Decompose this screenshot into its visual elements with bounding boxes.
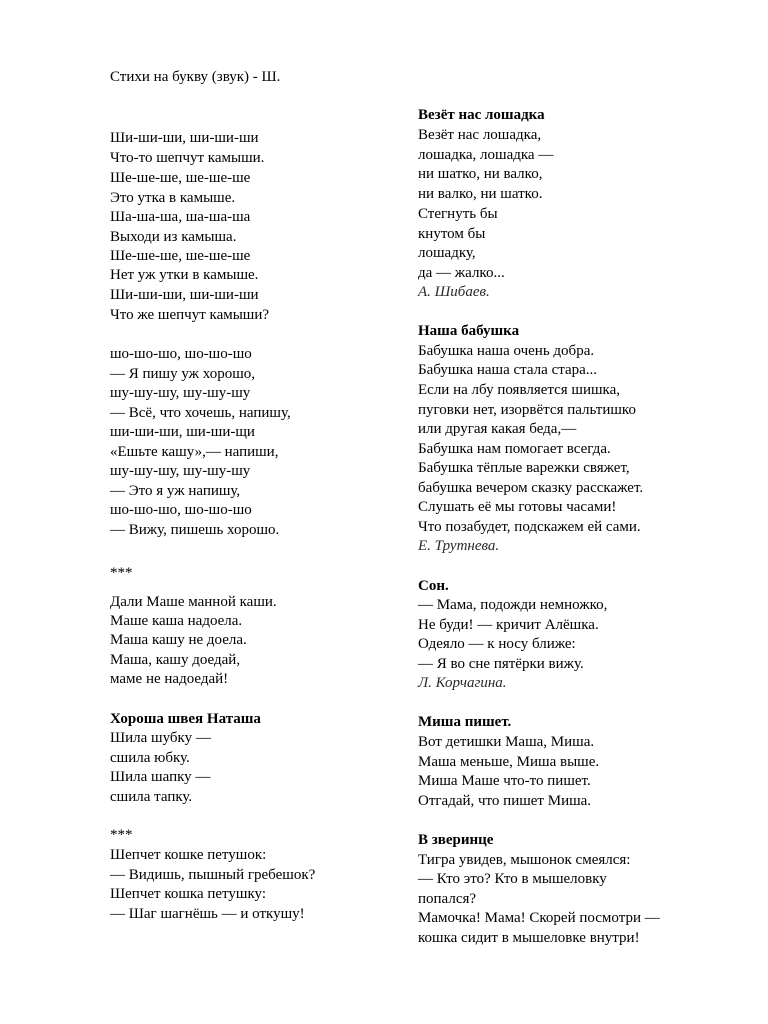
poem-line: сшила тапку. (110, 789, 193, 805)
poem-line: — Всё, что хочешь, напишу, (110, 405, 291, 421)
poem-author: Л. Корчагина. (418, 675, 507, 691)
poem-line: Что позабудет, подскажем ей сами. (418, 519, 641, 535)
poem-line: — Кто это? Кто в мышеловку (418, 871, 607, 887)
poem-line: кнутом бы (418, 226, 486, 242)
poem-line: Нет уж утки в камыше. (110, 267, 259, 283)
poem-line: — Шаг шагнёшь — и откушу! (110, 906, 305, 922)
poem-line: пуговки нет, изорвётся пальтишко (418, 402, 636, 418)
poem-line: Маша меньше, Миша выше. (418, 754, 600, 770)
poem-line: Шепчет кошке петушок: (110, 847, 267, 863)
poem-line: кошка сидит в мышеловке внутри! (418, 930, 640, 946)
poem-line: Везёт нас лошадка, (418, 127, 542, 143)
poem-line: Не буди! — кричит Алёшка. (418, 617, 599, 633)
poem-line: — Видишь, пышный гребешок? (110, 867, 316, 883)
poem-line: Шила шапку — (110, 769, 211, 785)
poem-line: попался? (418, 891, 477, 907)
poem-line: да — жалко... (418, 265, 505, 281)
poem-line: Тигра увидев, мышонок смеялся: (418, 852, 631, 868)
poem-line: Бабушка наша очень добра. (418, 343, 595, 359)
poem-line: лошадка, лошадка — (418, 147, 554, 163)
poem-line: Ши-ши-ши, ши-ши-ши (110, 287, 259, 303)
poem-line: бабушка вечером сказку расскажет. (418, 480, 644, 496)
poem-line: Что же шепчут камыши? (110, 307, 270, 323)
poem-line: Дали Маше манной каши. (110, 594, 277, 610)
poem-line: Шила шубку — (110, 730, 211, 746)
poem-line: шо-шо-шо, шо-шо-шо (110, 346, 252, 362)
poem-title: Миша пишет. (418, 714, 512, 730)
poem-line: Маша, кашу доедай, (110, 652, 241, 668)
poem-line: Ше-ше-ше, ше-ше-ше (110, 170, 251, 186)
poem-title: Сон. (418, 578, 449, 594)
section-separator: *** (110, 827, 133, 843)
poem-line: Бабушка нам помогает всегда. (418, 441, 611, 457)
poem-author: Е. Трутнева. (418, 538, 500, 554)
poem-title: В зверинце (418, 832, 494, 848)
poem-line: лошадку, (418, 245, 476, 261)
poem-line: — Это я уж напишу, (110, 483, 241, 499)
poem-line: — Мама, подожди немножко, (418, 597, 608, 613)
poem-line: Мамочка! Мама! Скорей посмотри — (418, 910, 660, 926)
poem-author: А. Шибаев. (418, 284, 490, 300)
section-separator: *** (110, 565, 133, 581)
poem-line: «Ешьте кашу»,— напиши, (110, 444, 279, 460)
poem-line: Бабушка тёплые варежки свяжет, (418, 460, 630, 476)
poem-title: Хороша швея Наташа (110, 711, 261, 727)
poem-line: Ше-ше-ше, ше-ше-ше (110, 248, 251, 264)
poem-line: Что-то шепчут камыши. (110, 150, 265, 166)
poem-line: сшила юбку. (110, 750, 190, 766)
poem-line: — Я пишу уж хорошо, (110, 366, 256, 382)
poem-line: Бабушка наша стала стара... (418, 362, 598, 378)
page-title: Стихи на букву (звук) - Ш. (110, 69, 281, 85)
poem-line: Одеяло — к носу ближе: (418, 636, 576, 652)
poem-line: шу-шу-шу, шу-шу-шу (110, 463, 251, 479)
poem-line: Выходи из камыша. (110, 229, 237, 245)
poem-line: Миша Маше что-то пишет. (418, 773, 591, 789)
poem-line: Слушать её мы готовы часами! (418, 499, 617, 515)
poem-line: ши-ши-ши, ши-ши-щи (110, 424, 255, 440)
poem-line: Вот детишки Маша, Миша. (418, 734, 595, 750)
poem-line: маме не надоедай! (110, 671, 229, 687)
poem-title: Наша бабушка (418, 323, 520, 339)
poem-title: Везёт нас лошадка (418, 107, 545, 123)
poem-line: или другая какая беда,— (418, 421, 577, 437)
poem-line: — Я во сне пятёрки вижу. (418, 656, 584, 672)
poem-line: Маша кашу не доела. (110, 632, 247, 648)
poem-line: — Вижу, пишешь хорошо. (110, 522, 280, 538)
poem-line: Ши-ши-ши, ши-ши-ши (110, 130, 259, 146)
poem-line: ни шатко, ни валко, (418, 166, 543, 182)
poem-line: Ша-ша-ша, ша-ша-ша (110, 209, 251, 225)
poem-line: Если на лбу появляется шишка, (418, 382, 621, 398)
poem-line: Маше каша надоела. (110, 613, 243, 629)
poem-line: ни валко, ни шатко. (418, 186, 543, 202)
poem-line: Стегнуть бы (418, 206, 498, 222)
poem-line: шу-шу-шу, шу-шу-шу (110, 385, 251, 401)
poem-line: Шепчет кошка петушку: (110, 886, 267, 902)
poem-line: Отгадай, что пишет Миша. (418, 793, 592, 809)
poem-line: Это утка в камыше. (110, 190, 236, 206)
poem-line: шо-шо-шо, шо-шо-шо (110, 502, 252, 518)
